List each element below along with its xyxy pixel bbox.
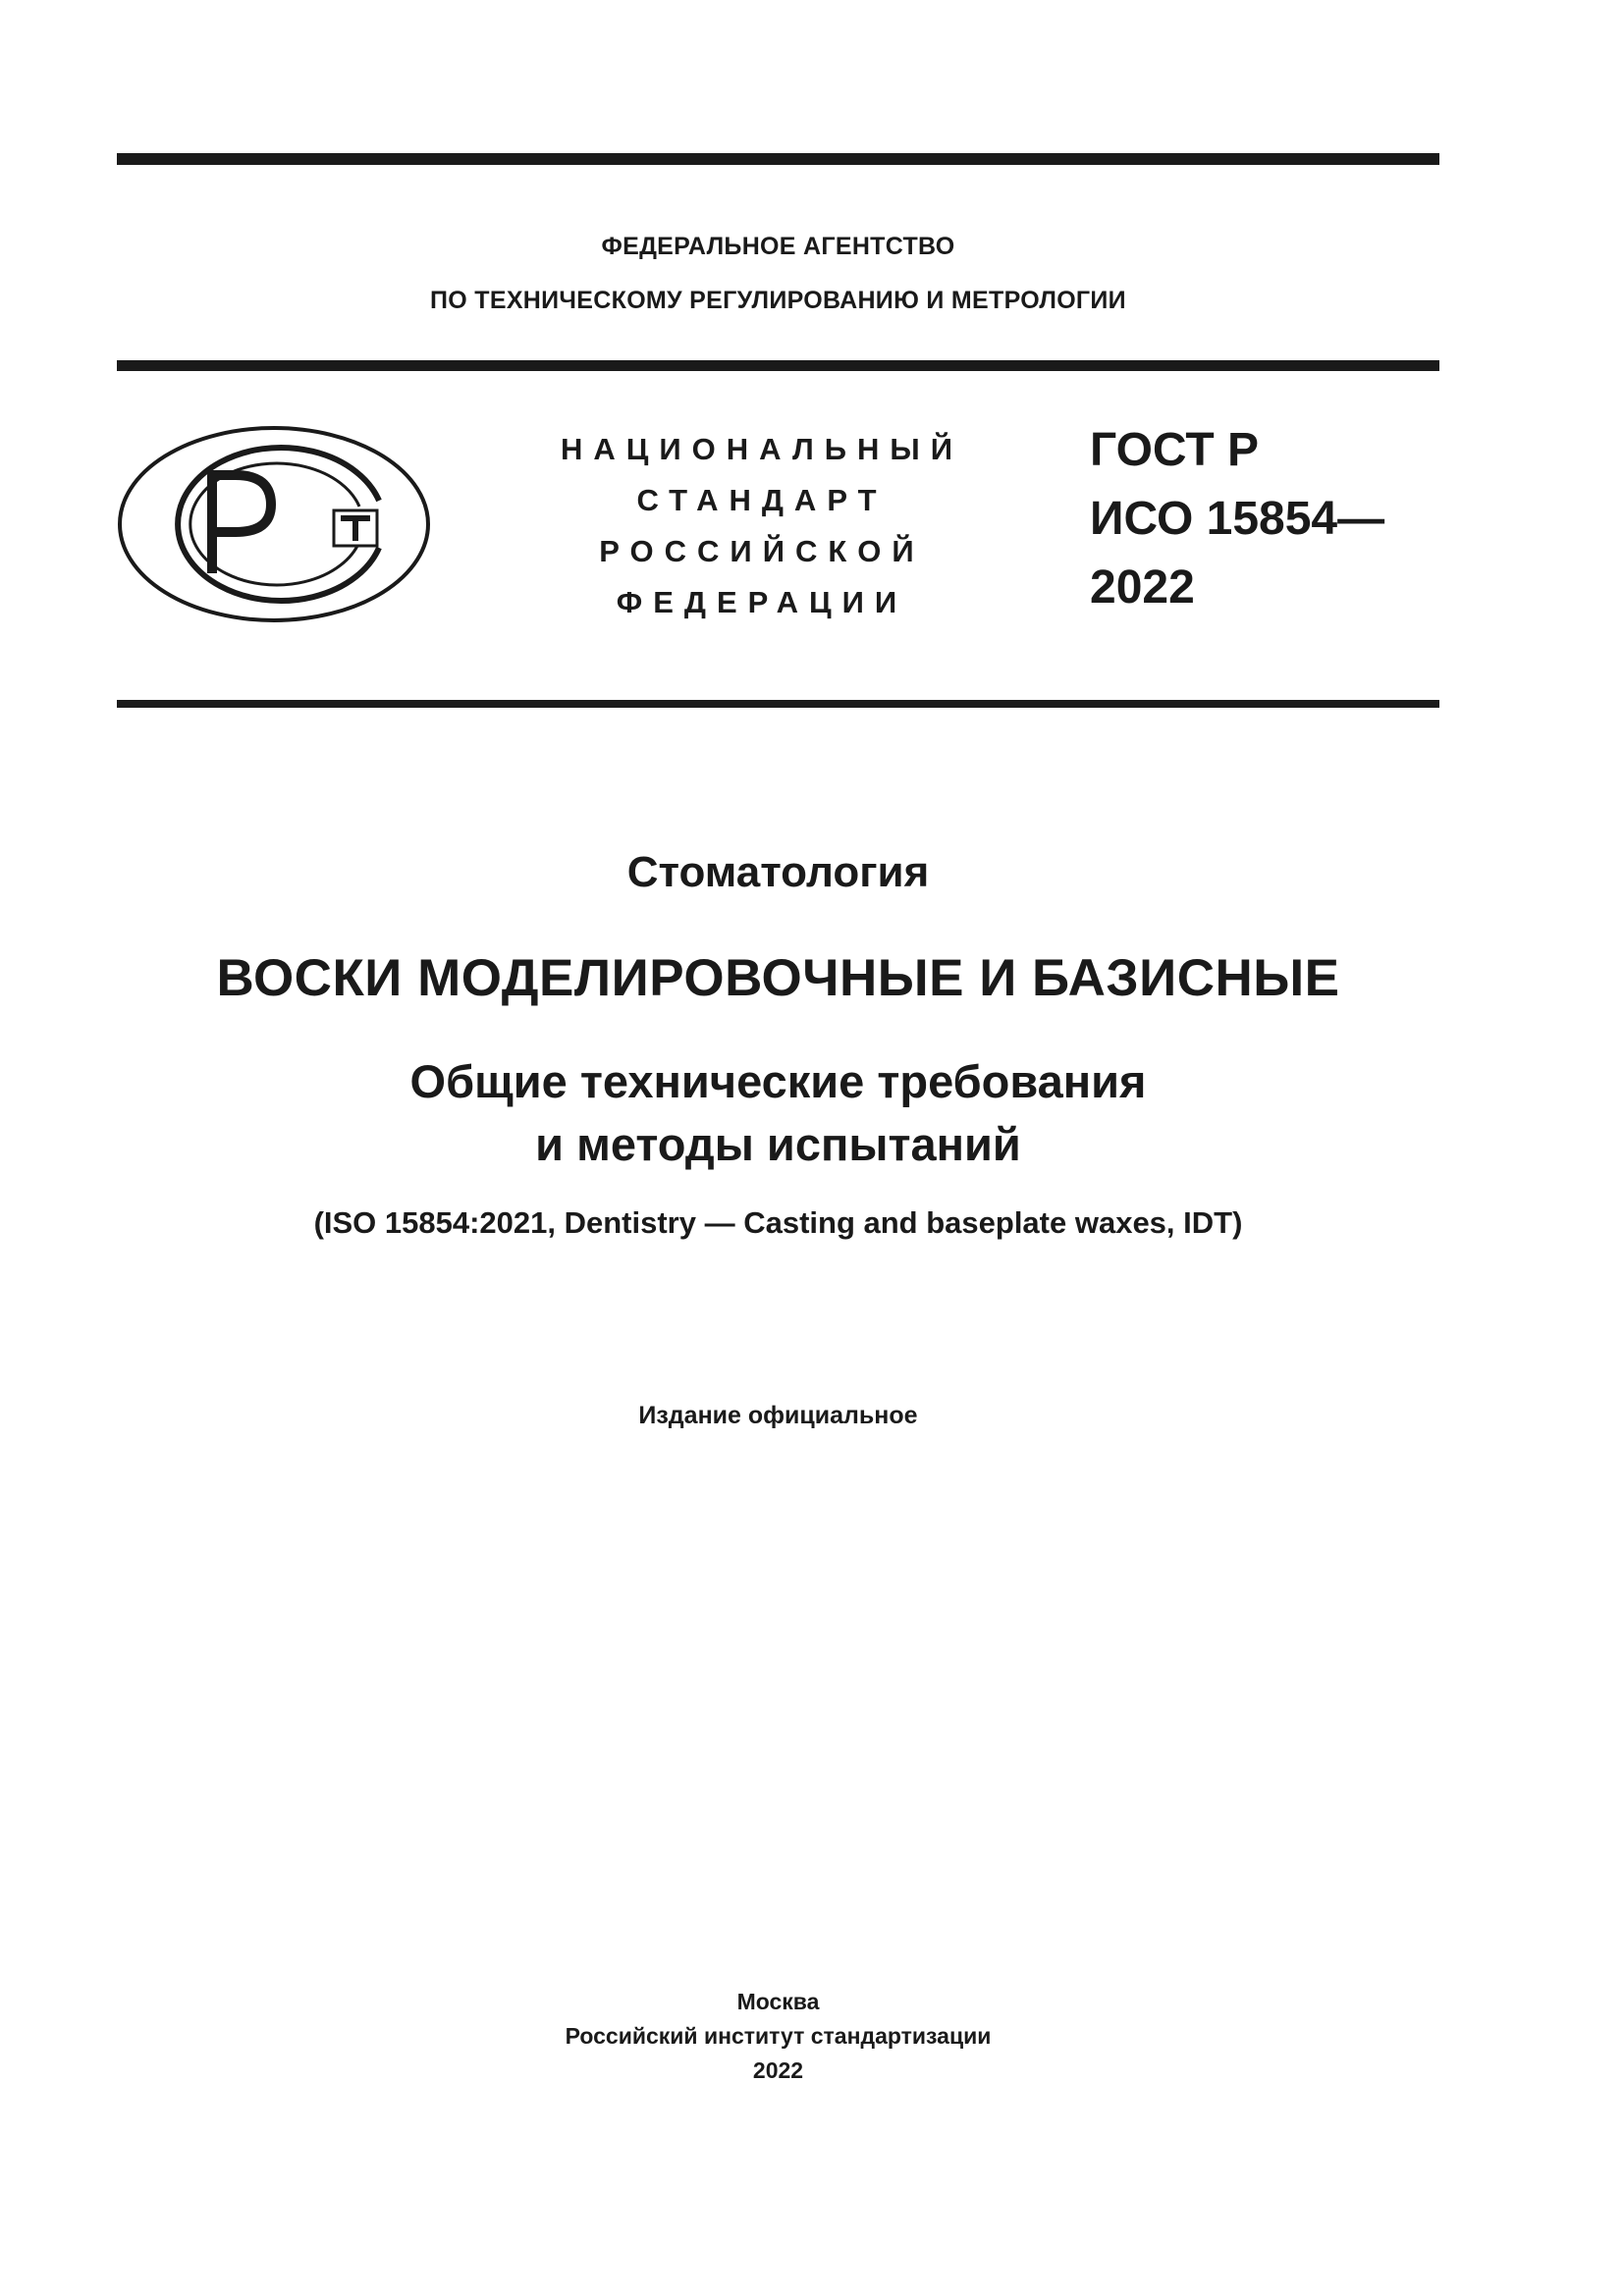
publisher-name: Российский институт стандартизации [565,2023,992,2049]
subtitle-line-1: Общие технические требования [409,1055,1147,1107]
subtitle-line-2: и методы испытаний [535,1118,1021,1170]
bottom-rule [117,700,1439,708]
agency-line-2: ПО ТЕХНИЧЕСКОМУ РЕГУЛИРОВАНИЮ И МЕТРОЛОГИИ [430,287,1126,314]
publisher-year: 2022 [752,2057,804,2083]
designation-line-3: 2022 [1090,561,1195,614]
rst-certification-mark-icon [116,424,432,624]
standard-type-line-1: НАЦИОНАЛЬНЫЙ [560,432,964,466]
standard-designation [1090,416,1384,622]
document-title: ВОСКИ МОДЕЛИРОВОЧНЫЕ И БАЗИСНЫЕ [216,949,1340,1007]
iso-reference: (ISO 15854:2021, Dentistry — Casting and baseplate waxes, IDT) [313,1205,1243,1240]
top-rule [117,153,1439,165]
designation-line-2: ИСО 15854— [1090,493,1385,545]
standard-type-line-3: РОССИЙСКОЙ [599,534,925,568]
agency-header [117,220,1439,328]
document-category: Стоматология [626,848,930,896]
document-subtitle [117,1050,1439,1176]
middle-rule [117,360,1439,371]
standard-type-line-4: ФЕДЕРАЦИИ [616,585,908,619]
designation-line-1: ГОСТ Р [1090,424,1260,476]
agency-line-1: ФЕДЕРАЛЬНОЕ АГЕНТСТВО [601,233,955,260]
standard-type [542,424,982,628]
edition-label: Издание официальное [638,1402,918,1429]
publisher-footer [117,1985,1439,2088]
publisher-city: Москва [736,1989,820,2014]
standard-type-line-2: СТАНДАРТ [636,483,888,517]
